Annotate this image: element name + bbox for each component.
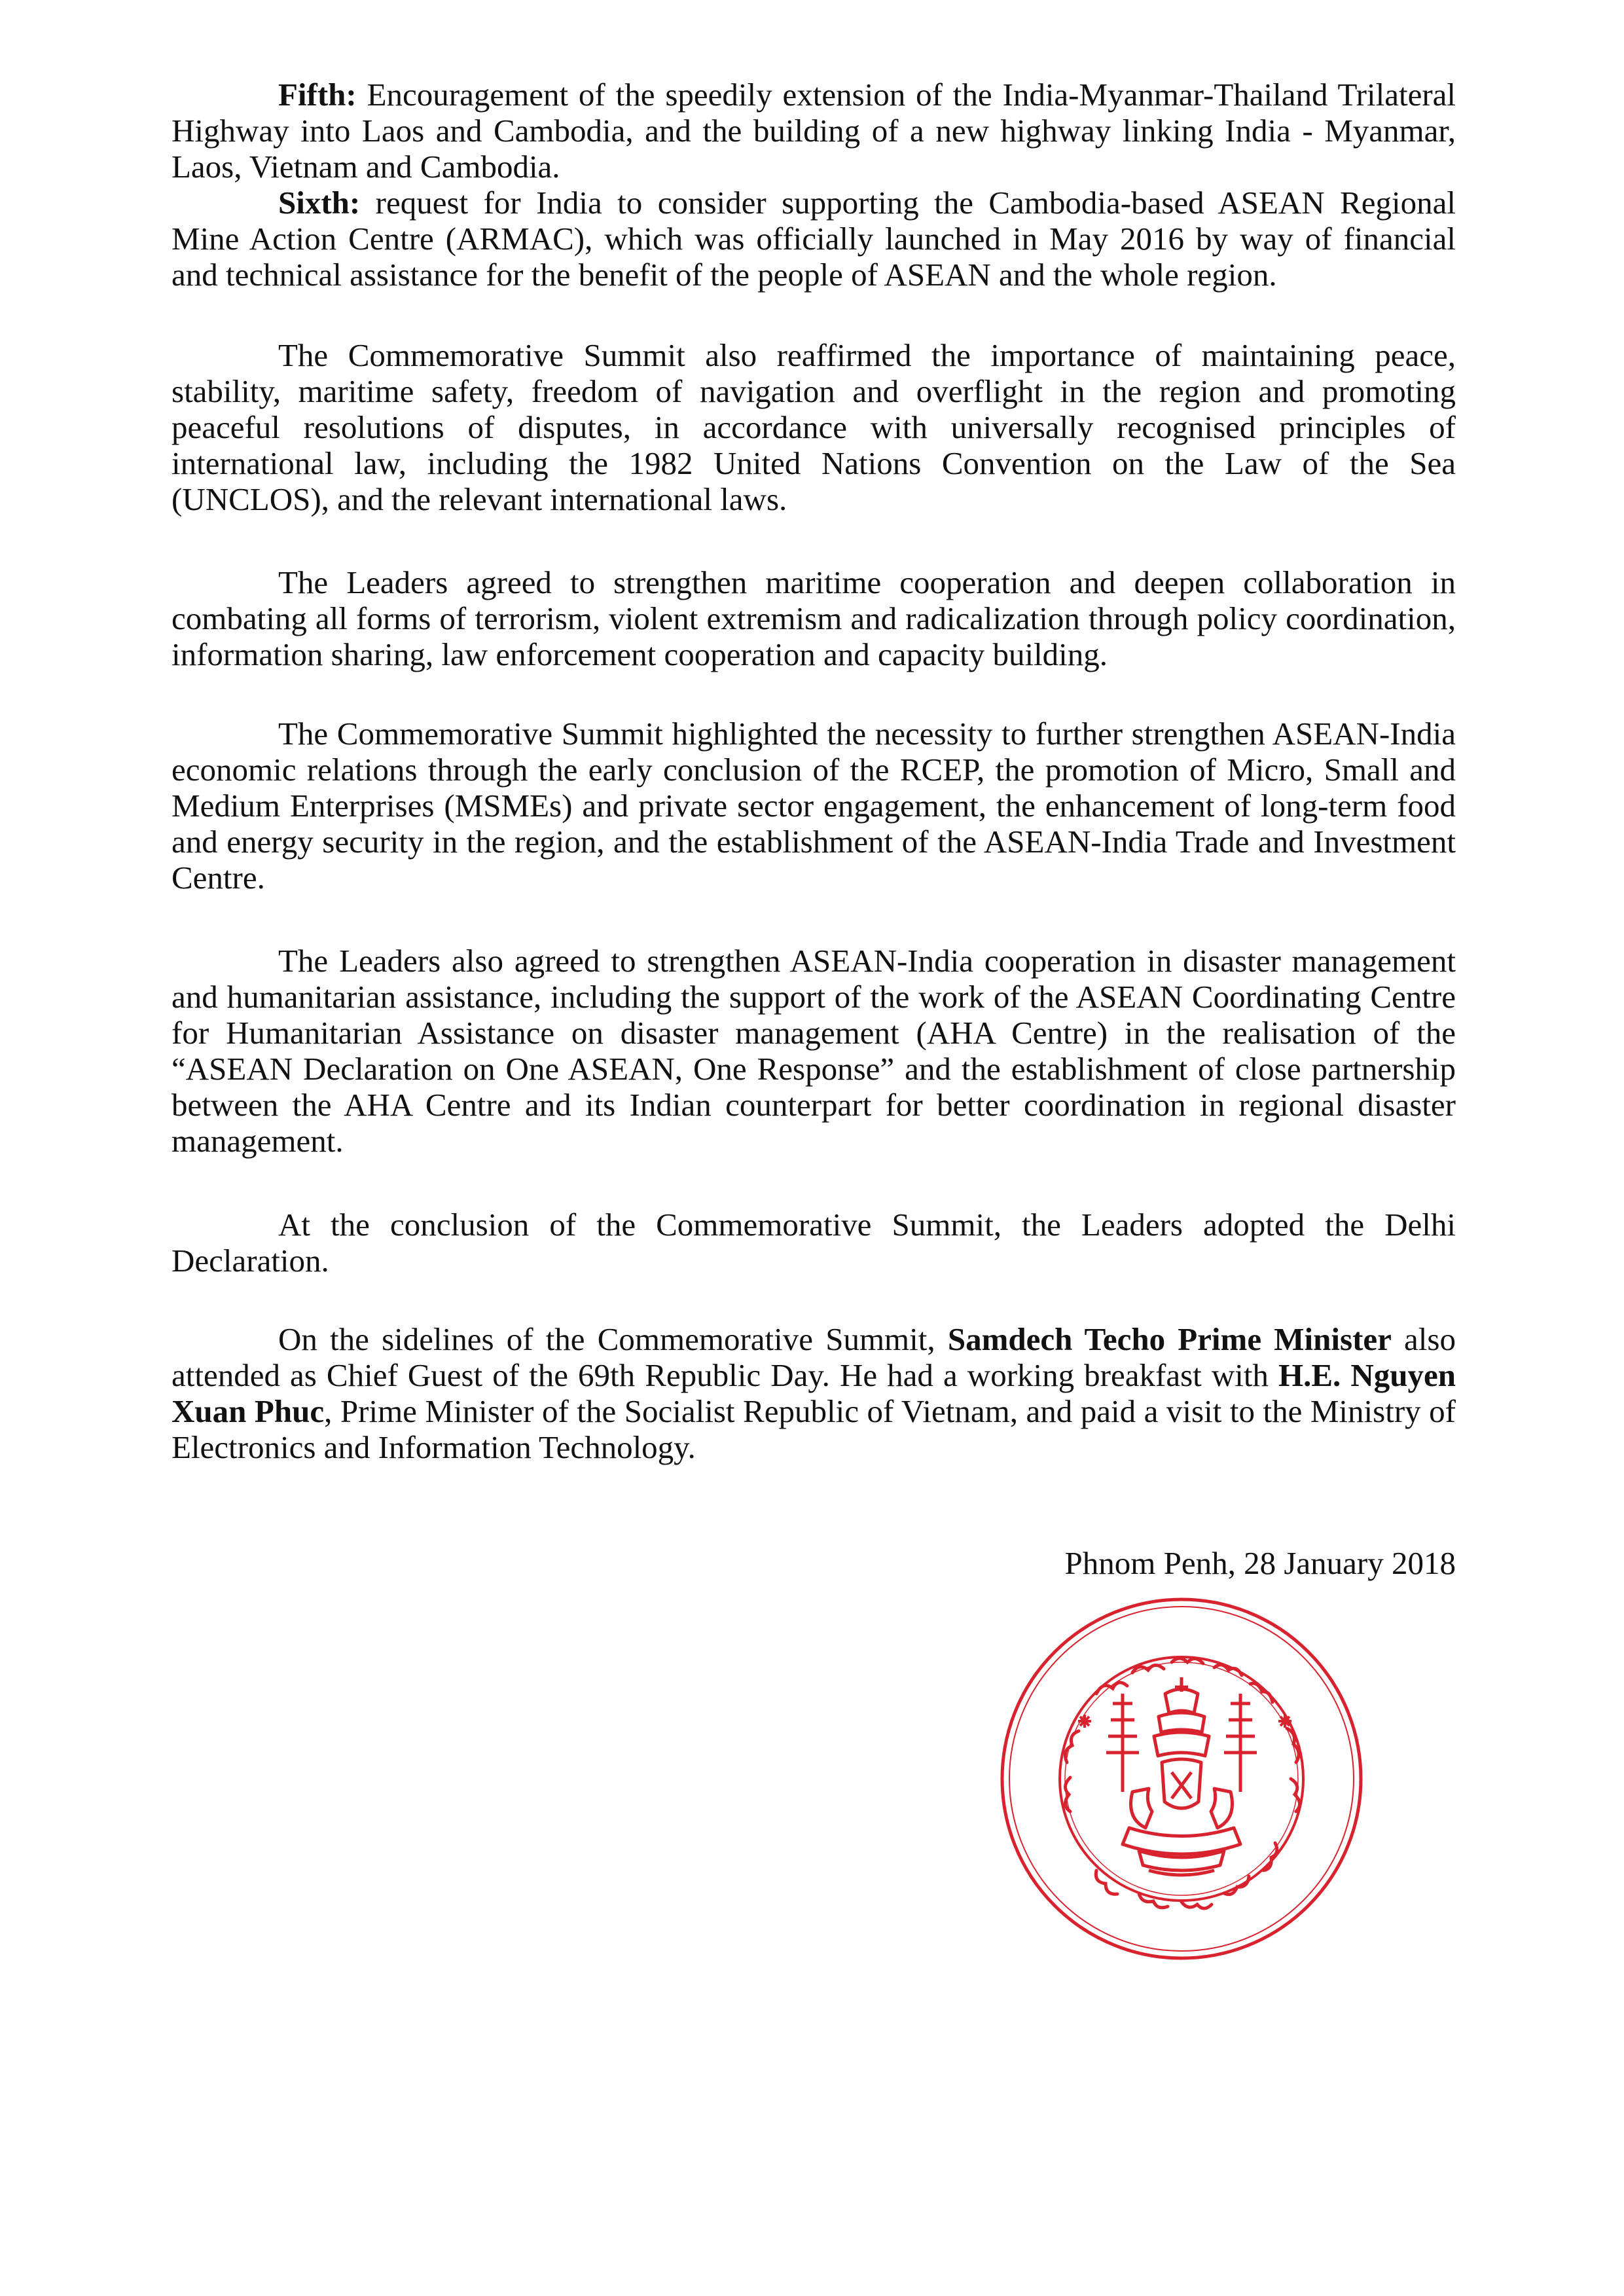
paragraph-block: [171, 1207, 1456, 1279]
delhi-declaration-paragraph: At the conclusion of the Commemorative Summit, the Leaders adopted the Delhi Declaration.: [171, 1207, 1456, 1279]
sixth-paragraph: [171, 185, 1456, 293]
paragraph-block: [171, 1321, 1456, 1465]
sidelines-bold-1: Samdech Techo Prime Minister: [947, 1321, 1392, 1357]
disaster-management-paragraph: The Leaders also agreed to strengthen ASEAN-India cooperation in disaster management and humanitarian assistance, including the support of the work of the ASEAN Coordinating Centre for Humanitarian Assistance on disaster management (AHA Centre) in the realisation of the “ASEAN Declaration on One ASEAN, One Response” and the establishment of close partnership between the AHA Centre and its Indian counterpart for better coordination in regional disaster management.: [171, 943, 1456, 1159]
fifth-sixth-section: [171, 77, 1456, 293]
fifth-label: Fifth:: [278, 77, 357, 113]
sixth-label: Sixth:: [278, 185, 361, 221]
paragraph-block: [171, 716, 1456, 896]
sidelines-text-2: also attended as Chief Guest of the 69th Republic Day. He had a working breakfast with: [171, 1321, 1456, 1393]
sixth-text: request for India to consider supporting the Cambodia-based ASEAN Regional Mine Action Centre (ARMAC), which was officially launched in May 2016 by way of financial and technical assistance for the benefit of the people of ASEAN and the whole region.: [171, 185, 1456, 293]
paragraph-block: [171, 564, 1456, 672]
fifth-text: Encouragement of the speedily extension of the India-Myanmar-Thailand Trilateral Highway into Laos and Cambodia, and the building of a new highway linking India - Myanmar, Laos, Vietnam and Cambodia.: [171, 77, 1456, 185]
economic-relations-paragraph: The Commemorative Summit highlighted the necessity to further strengthen ASEAN-India economic relations through the early conclusion of the RCEP, the promotion of Micro, Small and Medium Enterprises (MSMEs) and private sector engagement, the enhancement of long-term food and energy security in the region, and the establishment of the ASEAN-India Trade and Investment Centre.: [171, 716, 1456, 896]
sidelines-text-3: , Prime Minister of the Socialist Republic of Vietnam, and paid a visit to the Ministry of Electronics and Information Technology.: [171, 1393, 1456, 1465]
paragraph-block: [171, 943, 1456, 1159]
maritime-safety-paragraph: The Commemorative Summit also reaffirmed the importance of maintaining peace, stability, maritime safety, freedom of navigation and overflight in the region and promoting peaceful resolutions of disputes, in accordance with universally recognised principles of international law, including the 1982 United Nations Convention on the Law of the Sea (UNCLOS), and the relevant international laws.: [171, 337, 1456, 517]
sidelines-paragraph: [171, 1321, 1456, 1465]
royal-seal-icon: [998, 1595, 1365, 1963]
terrorism-paragraph: The Leaders agreed to strengthen maritime cooperation and deepen collaboration in combating all forms of terrorism, violent extremism and radicalization through policy coordination, information sharing, law enforcement cooperation and capacity building.: [171, 564, 1456, 672]
place-date: Phnom Penh, 28 January 2018: [1064, 1545, 1456, 1581]
paragraph-block: [171, 337, 1456, 517]
sidelines-text-1: On the sidelines of the Commemorative Summit,: [278, 1321, 948, 1357]
fifth-paragraph: [171, 77, 1456, 185]
sidelines-bold-2: H.E. Nguyen Xuan Phuc: [171, 1357, 1456, 1429]
